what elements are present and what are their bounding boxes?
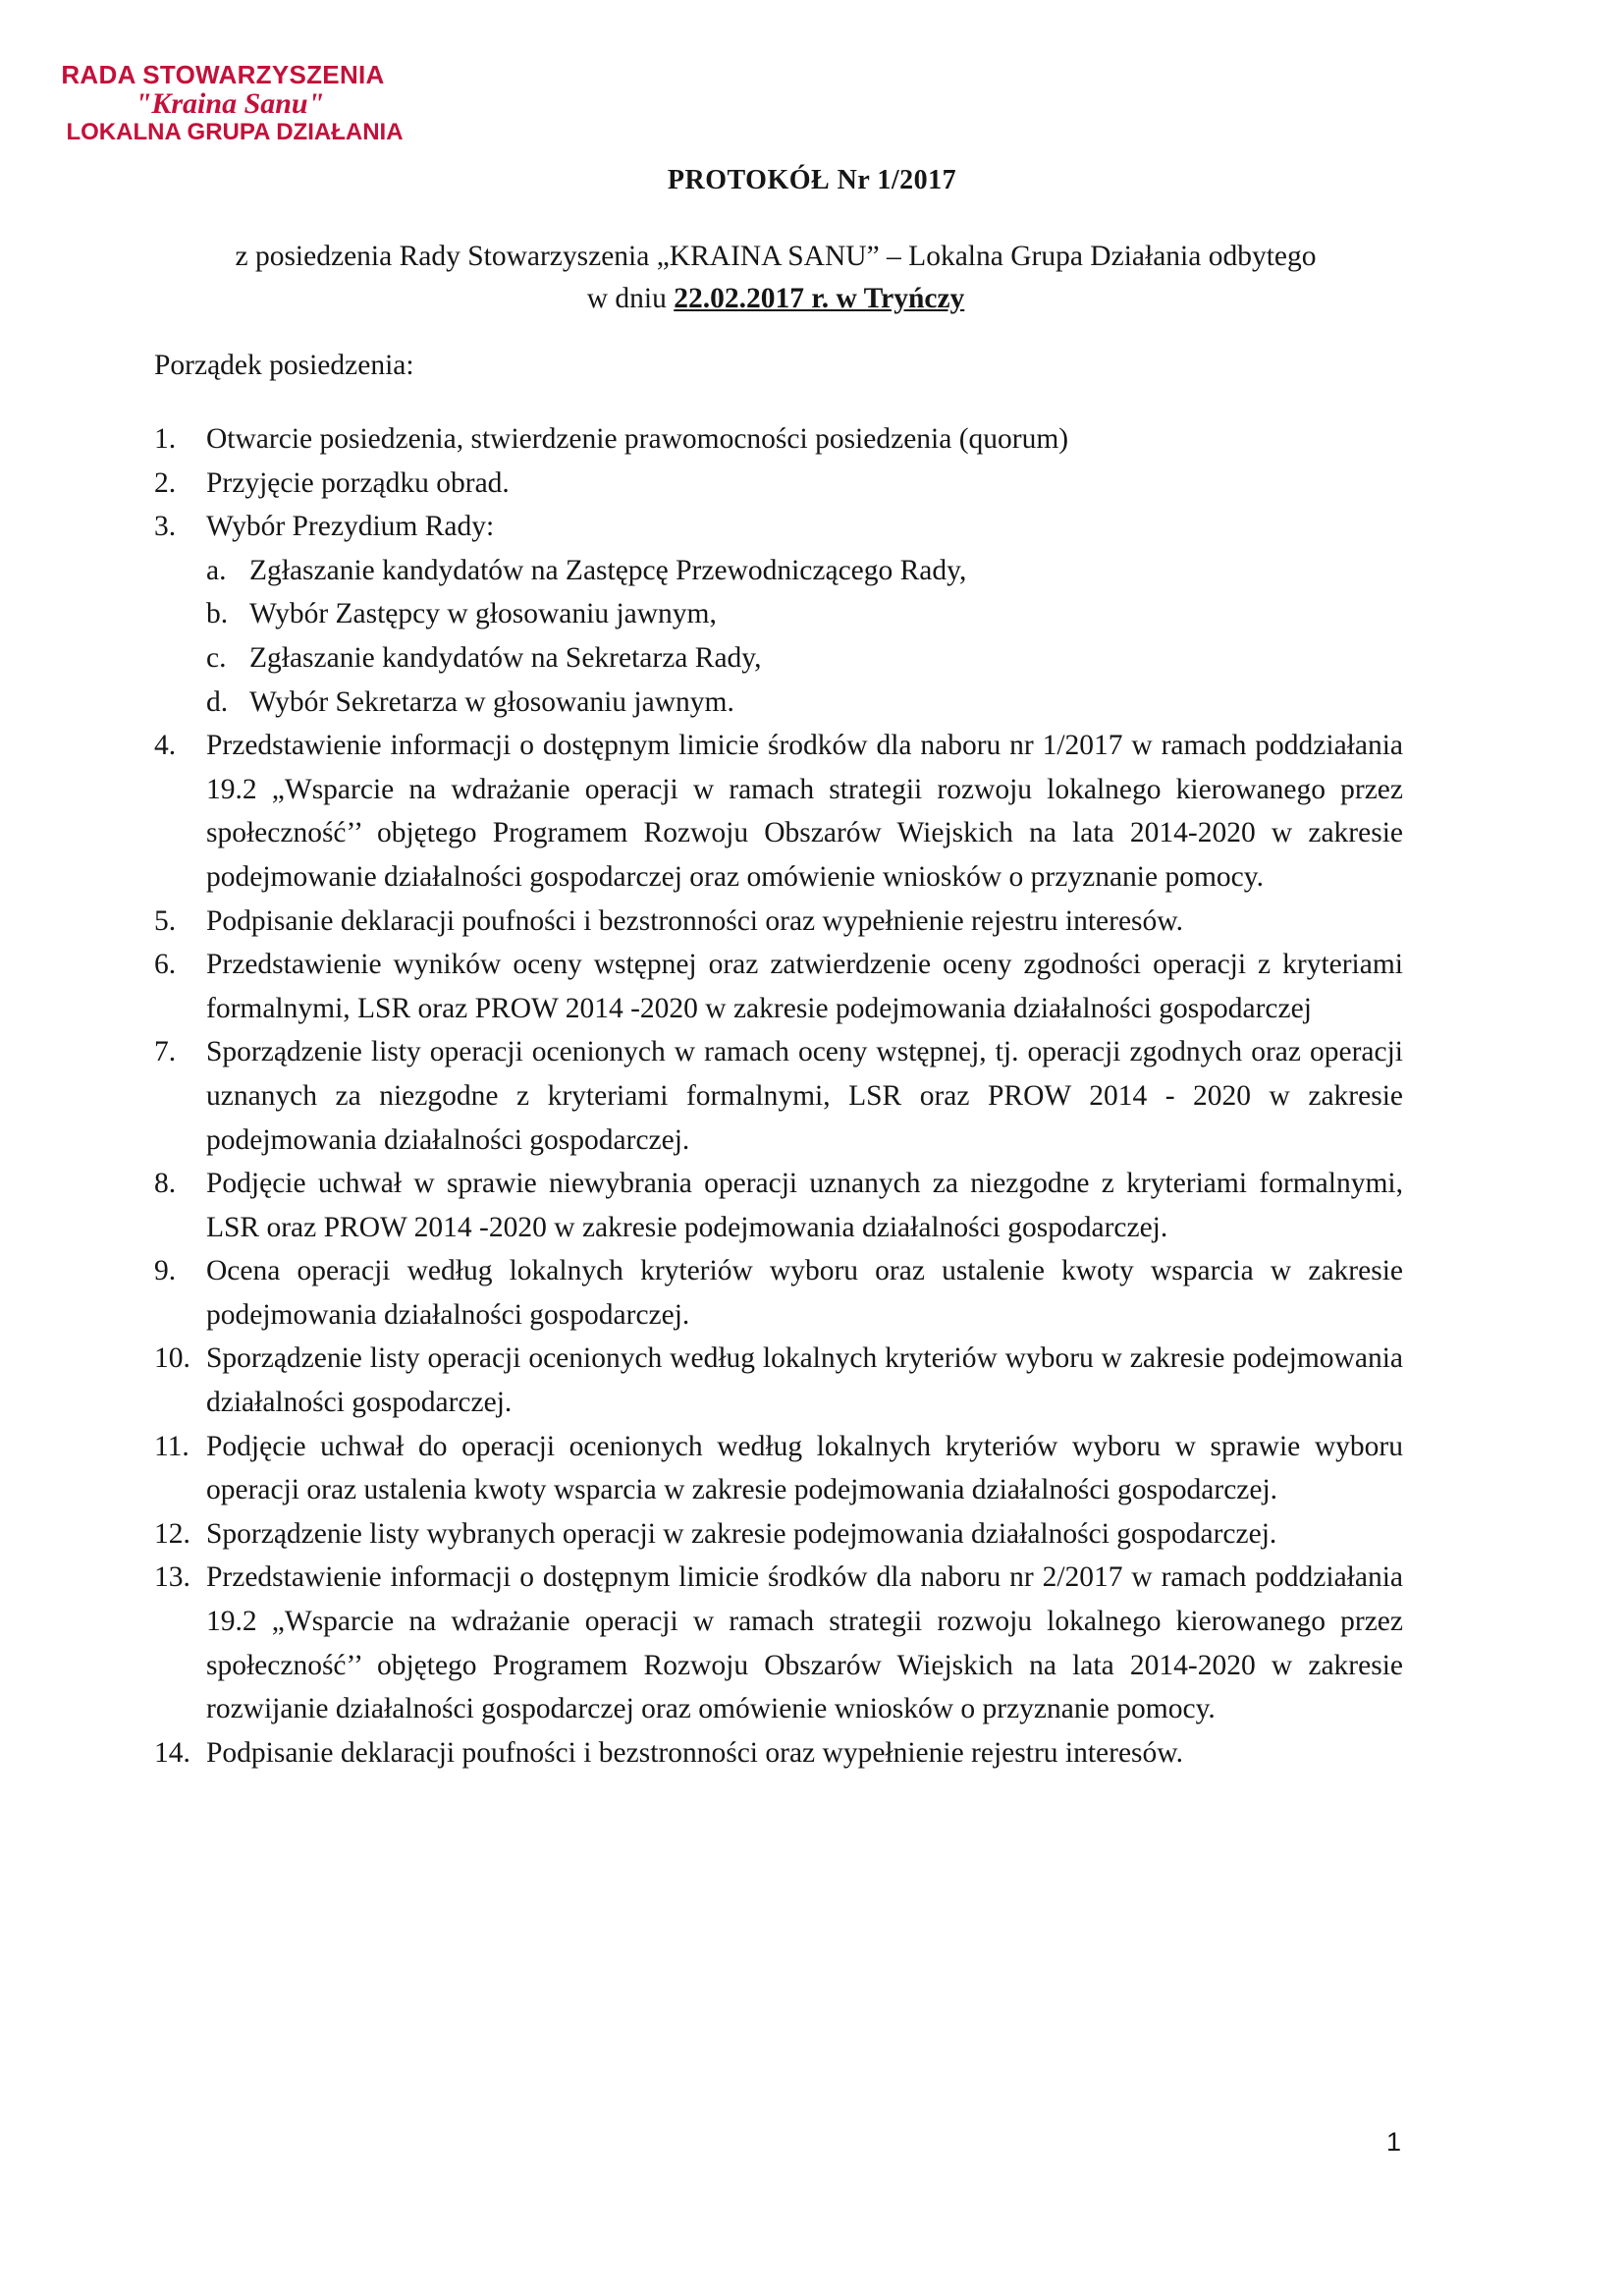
agenda-item-text: Podjęcie uchwał do operacji ocenionych według lokalnych kryteriów wyboru w sprawie wyboru operacji oraz ustalenia kwoty wsparcia w zakresie podejmowania działalności gospodarczej. <box>206 1430 1403 1506</box>
agenda-item-text: Podpisanie deklaracji poufności i bezstronności oraz wypełnienie rejestru interesów. <box>206 1736 1184 1769</box>
agenda-item-number: 1. <box>154 423 177 455</box>
subtitle-date-prefix: w dniu <box>586 283 675 314</box>
agenda-item <box>154 1030 1403 1162</box>
agenda-item <box>154 505 1403 549</box>
agenda-item <box>154 417 1403 462</box>
subtitle-line-1: z posiedzenia Rady Stowarzyszenia „KRAINA SANU” – Lokalna Grupa Działania odbytego <box>235 241 1317 272</box>
agenda-item <box>154 900 1403 944</box>
agenda-item-number: 9. <box>154 1255 177 1287</box>
agenda-subitem <box>154 636 1403 681</box>
agenda-item-text: Sporządzenie listy operacji ocenionych według lokalnych kryteriów wyboru w zakresie podejmowania działalności gospodarczej. <box>206 1342 1403 1419</box>
agenda-subitem-text: Wybór Sekretarza w głosowaniu jawnym. <box>249 685 734 718</box>
agenda-item <box>154 724 1403 899</box>
agenda-item <box>154 1337 1403 1424</box>
agenda-subitem-text: Zgłaszanie kandydatów na Sekretarza Rady, <box>249 641 762 674</box>
document-subtitle <box>137 236 1414 320</box>
agenda-subitem <box>154 681 1403 725</box>
agenda-subitem-letter: a. <box>206 554 227 586</box>
subtitle-line-2 <box>137 278 1414 320</box>
agenda-item-number: 7. <box>154 1036 177 1068</box>
agenda-subitem-letter: b. <box>206 598 229 630</box>
agenda-item-number: 8. <box>154 1168 177 1200</box>
agenda-subitem-letter: d. <box>206 685 229 718</box>
agenda-item-text: Podjęcie uchwał w sprawie niewybrania operacji uznanych za niezgodne z kryteriami formalnymi, LSR oraz PROW 2014 -2020 w zakresie podejmowania działalności gospodarczej. <box>206 1168 1403 1243</box>
agenda-item-number: 2. <box>154 466 177 499</box>
agenda-item-number: 4. <box>154 730 177 762</box>
agenda-item-text: Wybór Prezydium Rady: <box>206 511 495 543</box>
agenda-item-number: 12. <box>154 1517 190 1550</box>
agenda-item <box>154 1249 1403 1337</box>
agenda-item-number: 13. <box>154 1561 190 1594</box>
agenda-item <box>154 1556 1403 1730</box>
agenda-item <box>154 1731 1403 1776</box>
agenda-item-number: 11. <box>154 1430 189 1462</box>
organization-stamp <box>41 61 405 145</box>
agenda-item-number: 10. <box>154 1342 190 1375</box>
agenda-item-number: 5. <box>154 904 177 937</box>
agenda-item-text: Przedstawienie informacji o dostępnym limicie środków dla naboru nr 1/2017 w ramach poddziałania 19.2 „Wsparcie na wdrażanie operacji w ramach strategii rozwoju lokalnego kierowanego przez społeczność’’ objętego Programem Rozwoju Obszarów Wiejskich na lata 2014-2020 w zakresie podejmowanie działalności gospodarczej oraz omówienie wniosków o przyznanie pomocy. <box>206 730 1403 893</box>
agenda-item-text: Otwarcie posiedzenia, stwierdzenie prawomocności posiedzenia (quorum) <box>206 423 1069 455</box>
agenda-item-number: 14. <box>154 1736 190 1769</box>
agenda-item-number: 6. <box>154 949 177 981</box>
agenda-item-text: Przedstawienie wyników oceny wstępnej oraz zatwierdzenie oceny zgodności operacji z kryteriami formalnymi, LSR oraz PROW 2014 -2020 w zakresie podejmowania działalności gospodarczej <box>206 949 1403 1024</box>
agenda-item-text: Przyjęcie porządku obrad. <box>206 466 510 499</box>
stamp-line-1: RADA STOWARZYSZENIA <box>61 60 385 89</box>
agenda-subitem-letter: c. <box>206 641 227 674</box>
page-number: 1 <box>1386 2127 1402 2157</box>
agenda-subitem <box>154 549 1403 593</box>
agenda-item <box>154 1425 1403 1512</box>
stamp-line-3: LOKALNA GRUPA DZIAŁANIA <box>66 119 404 146</box>
agenda-subitem-text: Wybór Zastępcy w głosowaniu jawnym, <box>249 598 717 630</box>
agenda-item <box>154 943 1403 1030</box>
meeting-date-place: 22.02.2017 r. w Tryńczy <box>674 283 965 314</box>
agenda-subitem <box>154 592 1403 636</box>
document-title: PROTOKÓŁ Nr 1/2017 <box>667 165 957 195</box>
agenda-item <box>154 462 1403 506</box>
agenda-list <box>154 417 1403 1775</box>
agenda-item-text: Podpisanie deklaracji poufności i bezstronności oraz wypełnienie rejestru interesów. <box>206 904 1184 937</box>
agenda-item-text: Sporządzenie listy operacji ocenionych w ramach oceny wstępnej, tj. operacji zgodnych oraz operacji uznanych za niezgodne z kryteriami formalnymi, LSR oraz PROW 2014 - 2020 w zakresie podejmowania działalności gospodarczej. <box>206 1036 1403 1156</box>
agenda-subitem-text: Zgłaszanie kandydatów na Zastępcę Przewodniczącego Rady, <box>249 554 967 586</box>
agenda-item <box>154 1162 1403 1249</box>
agenda-item-text: Sporządzenie listy wybranych operacji w zakresie podejmowania działalności gospodarczej. <box>206 1517 1277 1550</box>
agenda-item-text: Przedstawienie informacji o dostępnym limicie środków dla naboru nr 2/2017 w ramach poddziałania 19.2 „Wsparcie na wdrażanie operacji w ramach strategii rozwoju lokalnego kierowanego przez społeczność’’ objętego Programem Rozwoju Obszarów Wiejskich na lata 2014-2020 w zakresie rozwijanie działalności gospodarczej oraz omówienie wniosków o przyznanie pomocy. <box>206 1561 1403 1725</box>
agenda-item-text: Ocena operacji według lokalnych kryteriów wyboru oraz ustalenie kwoty wsparcia w zakresie podejmowania działalności gospodarczej. <box>206 1255 1403 1331</box>
agenda-item <box>154 1512 1403 1557</box>
agenda-item-number: 3. <box>154 511 177 543</box>
stamp-line-2: "Kraina Sanu" <box>135 87 325 121</box>
agenda-heading: Porządek posiedzenia: <box>154 350 414 381</box>
